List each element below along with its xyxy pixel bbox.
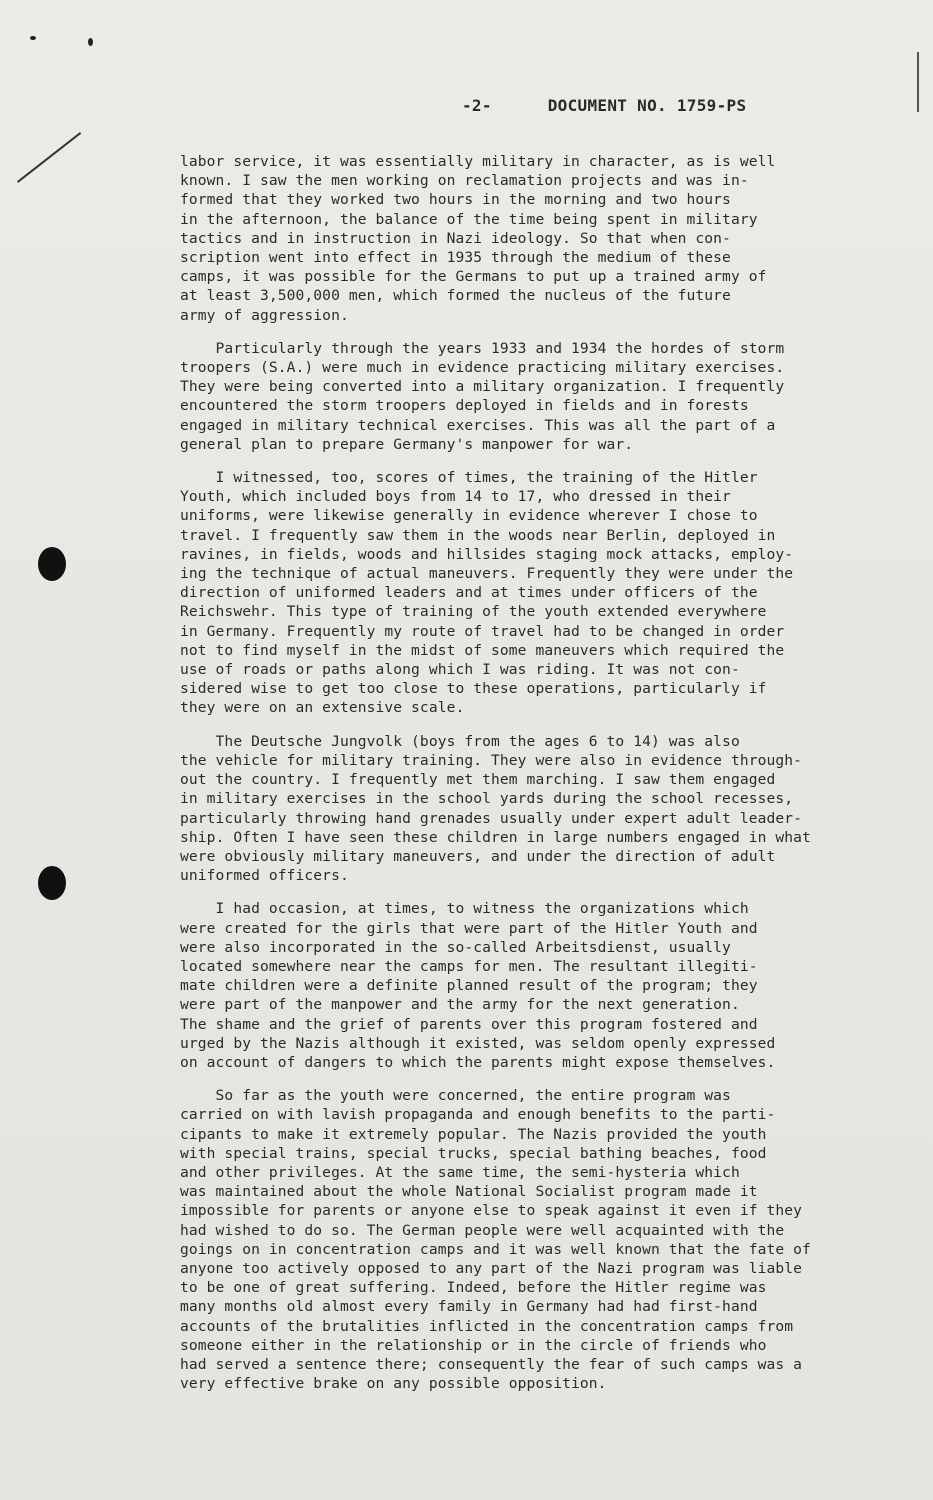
text-line: sidered wise to get too close to these operations, particularly if xyxy=(180,680,767,698)
text-line: labor service, it was essentially military in character, as is well xyxy=(180,153,776,170)
text-line: travel. I frequently saw them in the woods near Berlin, deployed in xyxy=(180,526,776,544)
text-line: uniformed officers. xyxy=(180,867,349,885)
text-line: uniforms, were likewise generally in evidence wherever I chose to xyxy=(180,507,758,525)
text-line: someone either in the relationship or in the circle of friends who xyxy=(180,1336,767,1354)
text-line: many months old almost every family in Germany had had first-hand xyxy=(180,1298,758,1316)
text-line: So far as the youth were concerned, the entire program was xyxy=(180,1087,731,1105)
text-line: ship. Often I have seen these children in large numbers engaged in what xyxy=(180,828,811,846)
text-line: very effective brake on any possible opposition. xyxy=(180,1375,607,1393)
text-line: on account of dangers to which the parents might expose themselves. xyxy=(180,1053,776,1071)
text-line: impossible for parents or anyone else to speak against it even if they xyxy=(180,1202,803,1220)
text-line: mate children were a definite planned result of the program; they xyxy=(180,977,758,995)
punch-hole xyxy=(38,547,66,581)
ink-speck xyxy=(88,38,93,46)
text-line: use of roads or paths along which I was riding. It was not con- xyxy=(180,661,740,679)
text-line: formed that they worked two hours in the morning and two hours xyxy=(180,191,731,209)
text-line: with special trains, special trucks, special bathing beaches, food xyxy=(180,1144,767,1162)
text-line: to be one of great suffering. Indeed, before the Hitler regime was xyxy=(180,1279,767,1297)
text-line: Youth, which included boys from 14 to 17, who dressed in their xyxy=(180,488,731,506)
text-line: in Germany. Frequently my route of travel had to be changed in order xyxy=(180,622,785,640)
text-line: anyone too actively opposed to any part of the Nazi program was liable xyxy=(180,1259,803,1277)
text-line: urged by the Nazis although it existed, was seldom openly expressed xyxy=(180,1034,776,1052)
paragraph xyxy=(180,732,880,886)
text-line: were obviously military maneuvers, and under the direction of adult xyxy=(180,847,776,865)
text-line: they were on an extensive scale. xyxy=(180,699,465,717)
punch-hole xyxy=(38,866,66,900)
text-line: camps, it was possible for the Germans to put up a trained army of xyxy=(180,268,767,286)
page-number: -2- xyxy=(462,96,492,115)
text-line: had served a sentence there; consequently the fear of such camps was a xyxy=(180,1355,803,1373)
text-line: Reichswehr. This type of training of the youth extended everywhere xyxy=(180,603,767,621)
text-line: cipants to make it extremely popular. The Nazis provided the youth xyxy=(180,1125,767,1143)
text-line: I witnessed, too, scores of times, the training of the Hitler xyxy=(180,469,758,487)
text-line: located somewhere near the camps for men. The resultant illegiti- xyxy=(180,957,758,975)
text-line: in the afternoon, the balance of the time being spent in military xyxy=(180,210,758,228)
text-line: scription went into effect in 1935 through the medium of these xyxy=(180,249,731,267)
text-line: known. I saw the men working on reclamation projects and was in- xyxy=(180,172,749,190)
text-line: and other privileges. At the same time, the semi-hysteria which xyxy=(180,1163,740,1181)
text-line: The Deutsche Jungvolk (boys from the ages 6 to 14) was also xyxy=(180,732,740,750)
paragraph xyxy=(180,339,880,454)
text-line: goings on in concentration camps and it was well known that the fate of xyxy=(180,1240,811,1258)
pen-mark xyxy=(17,132,81,183)
text-line: army of aggression. xyxy=(180,306,349,324)
text-line: was maintained about the whole National Socialist program made it xyxy=(180,1183,758,1201)
text-line: at least 3,500,000 men, which formed the nucleus of the future xyxy=(180,287,731,305)
text-line: ravines, in fields, woods and hillsides staging mock attacks, employ- xyxy=(180,545,794,563)
text-line: encountered the storm troopers deployed in fields and in forests xyxy=(180,397,749,415)
document-body xyxy=(180,152,880,1407)
text-line: The shame and the grief of parents over this program fostered and xyxy=(180,1015,758,1033)
text-line: out the country. I frequently met them marching. I saw them engaged xyxy=(180,771,776,789)
text-line: were created for the girls that were part of the Hitler Youth and xyxy=(180,919,758,937)
ink-speck xyxy=(30,36,36,40)
paragraph xyxy=(180,152,880,325)
text-line: particularly throwing hand grenades usually under expert adult leader- xyxy=(180,809,803,827)
text-line: were part of the manpower and the army for the next generation. xyxy=(180,996,740,1014)
text-line: not to find myself in the midst of some maneuvers which required the xyxy=(180,641,785,659)
page-header xyxy=(462,96,746,115)
text-line: direction of uniformed leaders and at times under officers of the xyxy=(180,584,758,602)
text-line: accounts of the brutalities inflicted in the concentration camps from xyxy=(180,1317,794,1335)
paragraph xyxy=(180,899,880,1072)
text-line: ing the technique of actual maneuvers. Frequently they were under the xyxy=(180,565,794,583)
document-number: DOCUMENT NO. 1759-PS xyxy=(547,96,747,115)
text-line: carried on with lavish propaganda and enough benefits to the parti- xyxy=(180,1106,776,1124)
text-line: They were being converted into a military organization. I frequently xyxy=(180,378,785,396)
text-line: troopers (S.A.) were much in evidence practicing military exercises. xyxy=(180,359,785,377)
text-line: in military exercises in the school yards during the school recesses, xyxy=(180,790,794,808)
paragraph xyxy=(180,468,880,718)
text-line: engaged in military technical exercises. This was all the part of a xyxy=(180,416,776,434)
text-line: Particularly through the years 1933 and 1934 the hordes of storm xyxy=(180,339,785,357)
paragraph xyxy=(180,1086,880,1393)
text-line: had wished to do so. The German people were well acquainted with the xyxy=(180,1221,785,1239)
text-line: general plan to prepare Germany's manpower for war. xyxy=(180,435,634,453)
text-line: were also incorporated in the so-called Arbeitsdienst, usually xyxy=(180,938,731,956)
text-line: the vehicle for military training. They were also in evidence through- xyxy=(180,751,803,769)
text-line: I had occasion, at times, to witness the organizations which xyxy=(180,900,749,918)
text-line: tactics and in instruction in Nazi ideology. So that when con- xyxy=(180,229,731,247)
edge-mark xyxy=(917,52,919,112)
